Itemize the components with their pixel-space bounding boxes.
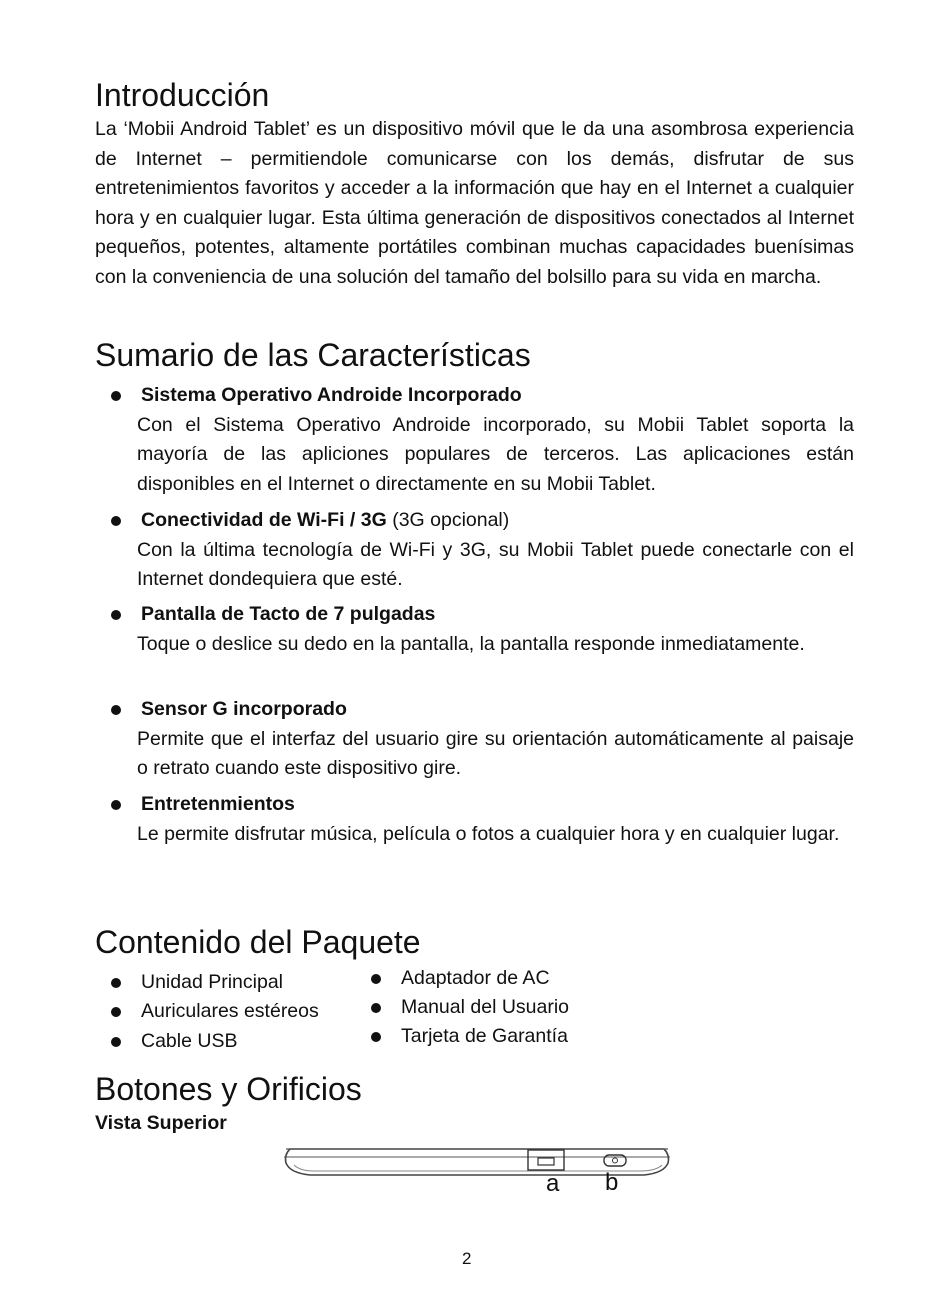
label-a: a [546,1170,560,1197]
feature-title-note: (3G opcional) [392,509,510,531]
bullet-icon [111,1037,121,1047]
bullet-icon [371,1032,381,1042]
top-view-subheading: Vista Superior [95,1112,227,1134]
bullet-icon [111,391,121,401]
package-item [141,997,319,1026]
package-item-label: Tarjeta de Garantía [401,1025,568,1047]
feature-title: Sensor G incorporado [141,698,347,720]
intro-heading: Introducción [95,77,270,113]
package-item [401,1022,568,1051]
feature-body: Con la última tecnología de Wi-Fi y 3G, su Mobii Tablet puede conectarle con el Internet dondequiera que esté. [137,538,854,591]
package-item-label: Auriculares estéreos [141,1000,319,1022]
package-item-label: Adaptador de AC [401,967,550,989]
feature-body: Con el Sistema Operativo Androide incorporado, su Mobii Tablet soporta la mayoría de las apliciones populares de terceros. Las aplicaciones están disponibles en el Internet o directamente en su Mobii Tablet. [137,413,854,495]
usb-port-icon [528,1150,564,1170]
intro-paragraph: La ‘Mobii Android Tablet’ es un dispositivo móvil que le da una asombrosa experiencia de Internet – permitiendole comunicarse con los demás, disfrutar de sus entretenimientos favoritos y acceder a la información que hay en el Internet a cualquier hora y en cualquier lugar. Esta última generación de dispositivos conectados al Internet pequeños, potentes, altamente portátiles combinan muchas capacidades buenísimas con la conveniencia de una solución del tamaño del bolsillo para su vida en marcha. [95,118,854,288]
buttons-heading: Botones y Orificios [95,1071,362,1107]
bullet-icon [111,516,121,526]
feature-body: Toque o deslice su dedo en la pantalla, la pantalla responde inmediatamente. [137,632,805,655]
feature-body: Le permite disfrutar música, película o fotos a cualquier hora y en cualquier lugar. [137,822,840,845]
bullet-icon [111,978,121,988]
package-heading: Contenido del Paquete [95,924,421,960]
package-item [141,1027,237,1056]
features-heading: Sumario de las Características [95,337,531,373]
feature-title: Sistema Operativo Androide Incorporado [141,384,522,406]
feature-title: Pantalla de Tacto de 7 pulgadas [141,603,436,625]
label-b: b [605,1169,619,1196]
bullet-icon [111,800,121,810]
bullet-icon [111,705,121,715]
package-item [141,968,283,997]
page-number: 2 [462,1249,472,1268]
feature-title: Entretenmientos [141,793,295,815]
feature-title [141,506,509,535]
package-item [401,993,569,1022]
package-item-label: Cable USB [141,1030,238,1052]
package-item [401,964,550,993]
bullet-icon [371,1003,381,1013]
package-item-label: Unidad Principal [141,971,283,993]
bullet-icon [111,610,121,620]
feature-body: Permite que el interfaz del usuario gire su orientación automáticamente al paisaje o retrato cuando este dispositivo gire. [137,727,854,780]
bullet-icon [371,974,381,984]
package-item-label: Manual del Usuario [401,996,570,1018]
feature-title-text: Conectividad de Wi-Fi / 3G [141,509,387,531]
bullet-icon [111,1007,121,1017]
